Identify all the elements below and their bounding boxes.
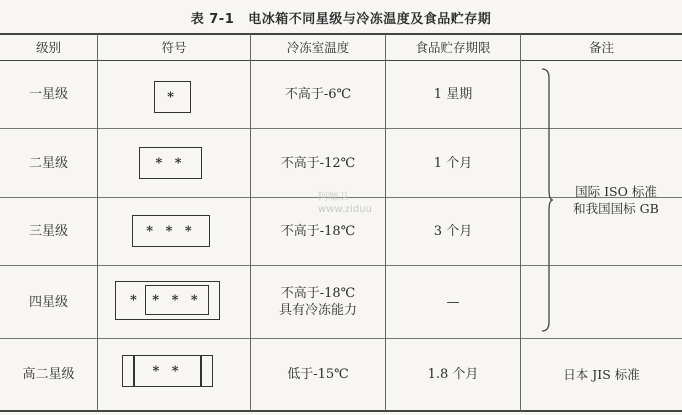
- grade-cell: 四星级: [28, 294, 68, 310]
- symbol-bar-right: [200, 356, 202, 386]
- header-remarks: 备注: [588, 40, 614, 55]
- storage-cell: 1 个月: [433, 155, 473, 171]
- table-caption: 电冰箱不同星级与冷冻温度及食品贮存期: [248, 12, 492, 27]
- watermark: 阿咖卫 www.ziduu: [318, 192, 372, 215]
- table-number: 表 7-1: [190, 12, 235, 27]
- grade-cell: 三星级: [28, 224, 68, 239]
- temp-cell: 低于-15℃: [287, 367, 349, 382]
- storage-cell: 1.8 个月: [427, 367, 479, 382]
- star-symbol-inner: * * *: [145, 285, 209, 315]
- temp-cell: [251, 266, 385, 338]
- remark-iso: [556, 180, 676, 220]
- header-grade: 级别: [35, 40, 61, 55]
- header-symbol: 符号: [161, 40, 187, 55]
- remark-jis: 日本 JIS 标准: [563, 367, 640, 382]
- bottom-rule: [0, 410, 682, 412]
- header-freezer-temp: 冷冻室温度: [286, 40, 350, 55]
- grade-cell: 二星级: [28, 155, 68, 171]
- temp-line: 不高于-18℃: [280, 286, 356, 301]
- remark-iso-line2: 和我国国标 GB: [573, 201, 659, 216]
- star-symbol: * * *: [132, 215, 210, 247]
- table-title: [0, 8, 682, 27]
- temp-cell: 不高于-18℃: [280, 224, 356, 239]
- temp-cell: 不高于-6℃: [284, 87, 352, 102]
- grade-cell: 一星级: [28, 87, 68, 102]
- symbol-bar-left: [133, 356, 135, 386]
- star-symbol: *: [154, 81, 191, 113]
- grade-cell: 高二星级: [22, 367, 75, 382]
- header-storage-period: 食品贮存期限: [415, 40, 491, 55]
- storage-cell: 3 个月: [433, 224, 473, 239]
- star-symbol: * *: [139, 147, 202, 179]
- star-symbol-left: *: [130, 293, 141, 308]
- star-symbol-text: * *: [152, 363, 183, 379]
- star-symbol: [122, 355, 213, 387]
- star-symbol: [115, 281, 220, 320]
- column-divider: [97, 34, 98, 411]
- temp-note: 具有冷冻能力: [278, 303, 357, 318]
- storage-cell: 1 星期: [433, 87, 473, 102]
- temp-cell: 不高于-12℃: [280, 155, 356, 171]
- remark-iso-line1: 国际 ISO 标准: [575, 184, 657, 199]
- storage-cell: —: [446, 294, 460, 310]
- grouping-brace-icon: [540, 68, 554, 332]
